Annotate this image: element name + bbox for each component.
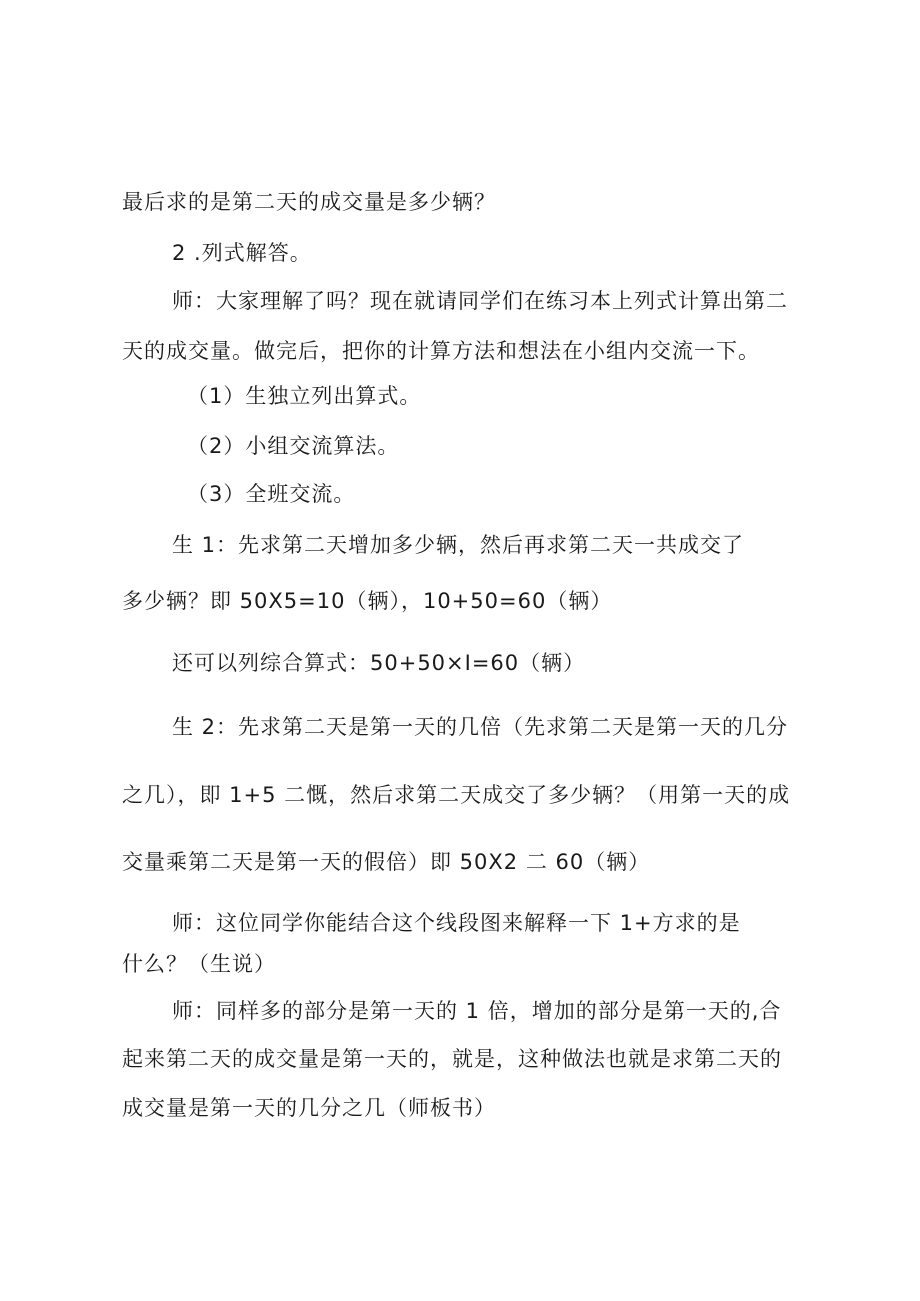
text-line-18: 成交量是第一天的几分之几（师板书） bbox=[122, 1096, 496, 1120]
text-line-12: 之几），即 1+5 二慨，然后求第二天成交了多少辆？（用第一天的成 bbox=[122, 783, 791, 807]
text-line-8: 生 1：先求第二天增加多少辆，然后再求第二天一共成交了 bbox=[172, 533, 745, 557]
text-line-6: （2）小组交流算法。 bbox=[187, 434, 400, 458]
text-line-13: 交量乘第二天是第一天的假倍）即 50X2 二 60（辆） bbox=[122, 850, 651, 874]
text-line-17: 起来第二天的成交量是第一天的，就是，这种做法也就是求第二天的 bbox=[122, 1047, 782, 1071]
text-line-16: 师：同样多的部分是第一天的 1 倍，增加的部分是第一天的,合 bbox=[172, 999, 782, 1023]
text-line-2: 2 .列式解答。 bbox=[172, 241, 312, 265]
text-line-3: 师：大家理解了吗？现在就请同学们在练习本上列式计算出第二 bbox=[172, 289, 788, 313]
text-line-4: 天的成交量。做完后，把你的计算方法和想法在小组内交流一下。 bbox=[122, 339, 760, 363]
text-line-14: 师：这位同学你能结合这个线段图来解释一下 1+方求的是 bbox=[172, 911, 741, 935]
text-line-10: 还可以列综合算式：50+50×I=60（辆） bbox=[172, 651, 586, 675]
text-line-1: 最后求的是第二天的成交量是多少辆？ bbox=[122, 190, 496, 214]
text-line-15: 什么？（生说） bbox=[122, 952, 276, 976]
text-line-7: （3）全班交流。 bbox=[187, 482, 356, 506]
text-line-5: （1）生独立列出算式。 bbox=[187, 384, 422, 408]
text-line-9: 多少辆？即 50X5=10（辆），10+50=60（辆） bbox=[122, 589, 613, 613]
text-line-11: 生 2：先求第二天是第一天的几倍（先求第二天是第一天的几分 bbox=[172, 715, 789, 739]
